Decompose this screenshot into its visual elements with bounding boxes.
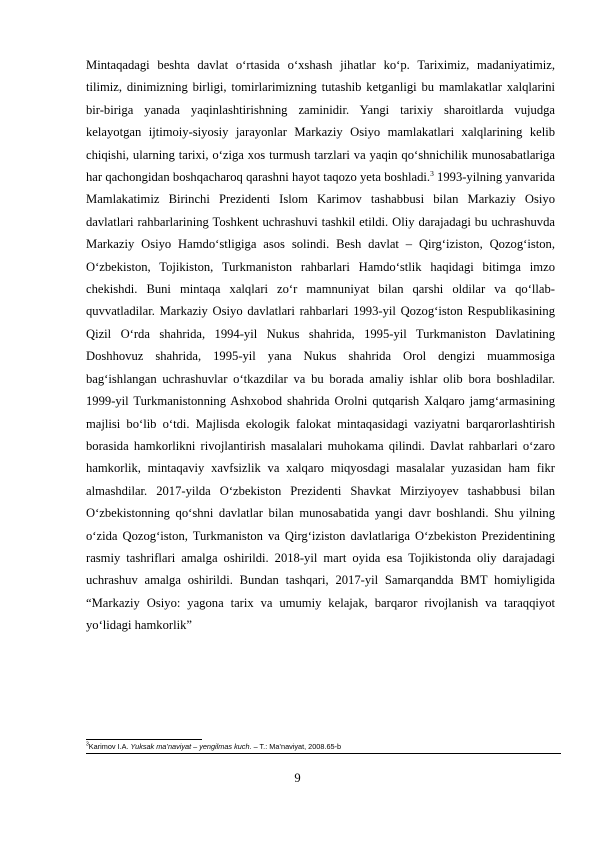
footnote-separator xyxy=(86,739,202,740)
footnote-publication: . – T.: Ma’naviyat, 2008.65-b xyxy=(249,742,342,751)
footnote-number: 3 xyxy=(86,741,89,748)
body-text-part-1: Mintaqadagi beshta davlat o‘rtasida o‘xshash jihatlar ko‘p. Tariximiz, madaniyatimiz, tilimiz, dinimizning birligi, tomirlarimizning tutashib ketganligi bu mamlakatlar xalqlarini bir-biriga yanada yaqinlashtirishning zaminidir. Yangi tarixiy sharoitlarda vujudga kelayotgan ijtimoiy-siyosiy jarayonlar Markaziy Osiyo mamlakatlari xalqlarining kelib chiqishi, ularning tarixi, o‘ziga xos turmush tarzlari va yaqin qo‘shnichilik munosabatlariga har qachongidan boshqacharoq qarashni hayot taqozo yeta boshladi. xyxy=(86,58,555,185)
footnote xyxy=(86,742,561,754)
body-text-part-2: 1993-yilning yanvarida Mamlakatimiz Birinchi Prezidenti Islom Karimov tashabbusi bilan Markaziy Osiyo davlatlari rahbarlarining Toshkent uchrashuvi tashkil etildi. Oliy darajadagi bu uchrashuvda Markaziy Osiyo Hamdo‘stligiga asos solindi. Besh davlat – Qirg‘iziston, Qozog‘iston, O‘zbekiston, Tojikiston, Turkmaniston rahbarlari Hamdo‘stlik haqidagi bitimga imzo chekishdi. Buni mintaqa xalqlari zo‘r mamnuniyat bilan qarshi oldilar va qo‘llab-quvvatladilar. Markaziy Osiyo davlatlari rahbarlari 1993-yil Qozog‘iston Respublikasining Qizil O‘rda shahrida, 1994-yil Nukus shahrida, 1995-yil Turkmaniston Davlatining Doshhovuz shahrida, 1995-yil yana Nukus shahrida Orol dengizi muammosiga bag‘ishlangan uchrashuvlar o‘tkazdilar va bu borada amaliy ishlar olib bora boshladilar. 1999-yil Turkmanistonning Ashxobod shahrida Orolni qutqarish Xalqaro jamg‘armasining majlisi bo‘lib o‘tdi. Majlisda ekologik falokat mintaqasidagi vaziyatni barqarorlashtirish borasida hamkorlikni rivojlantirish masalalari muhokama qilindi. Davlat rahbarlari o‘zaro hamkorlik, mintaqaviy xavfsizlik va xalqaro miqyosdagi masalalar yuzasidan ham fikr almashdilar. 2017-yilda O‘zbekiston Prezidenti Shavkat Mirziyoyev tashabbusi bilan O‘zbekistonning qo‘shni davlatlar bilan munosabatida yangi davr boshlandi. Shu yilning o‘zida Qozog‘iston, Turkmaniston va Qirg‘iziston davlatlariga O‘zbekiston Prezidentining rasmiy tashriflari amalga oshirildi. 2018-yil mart oyida esa Tojikistonda oliy darajadagi uchrashuv amalga oshirildi. Bundan tashqari, 2017-yil Samarqandda BMT homiyligida “Markaziy Osiyo: yagona tarix va umumiy kelajak, barqaror rivojlanish va taraqqiyot yo‘lidagi hamkorlik” xyxy=(86,170,556,633)
page-number: 9 xyxy=(294,771,301,785)
footnote-author: Karimov I.A. xyxy=(88,742,131,751)
footnote-reference[interactable]: 3 xyxy=(430,168,434,178)
body-paragraph xyxy=(86,54,555,637)
footnote-title: Yuksak ma’naviyat – yengilmas kuch xyxy=(130,742,250,751)
